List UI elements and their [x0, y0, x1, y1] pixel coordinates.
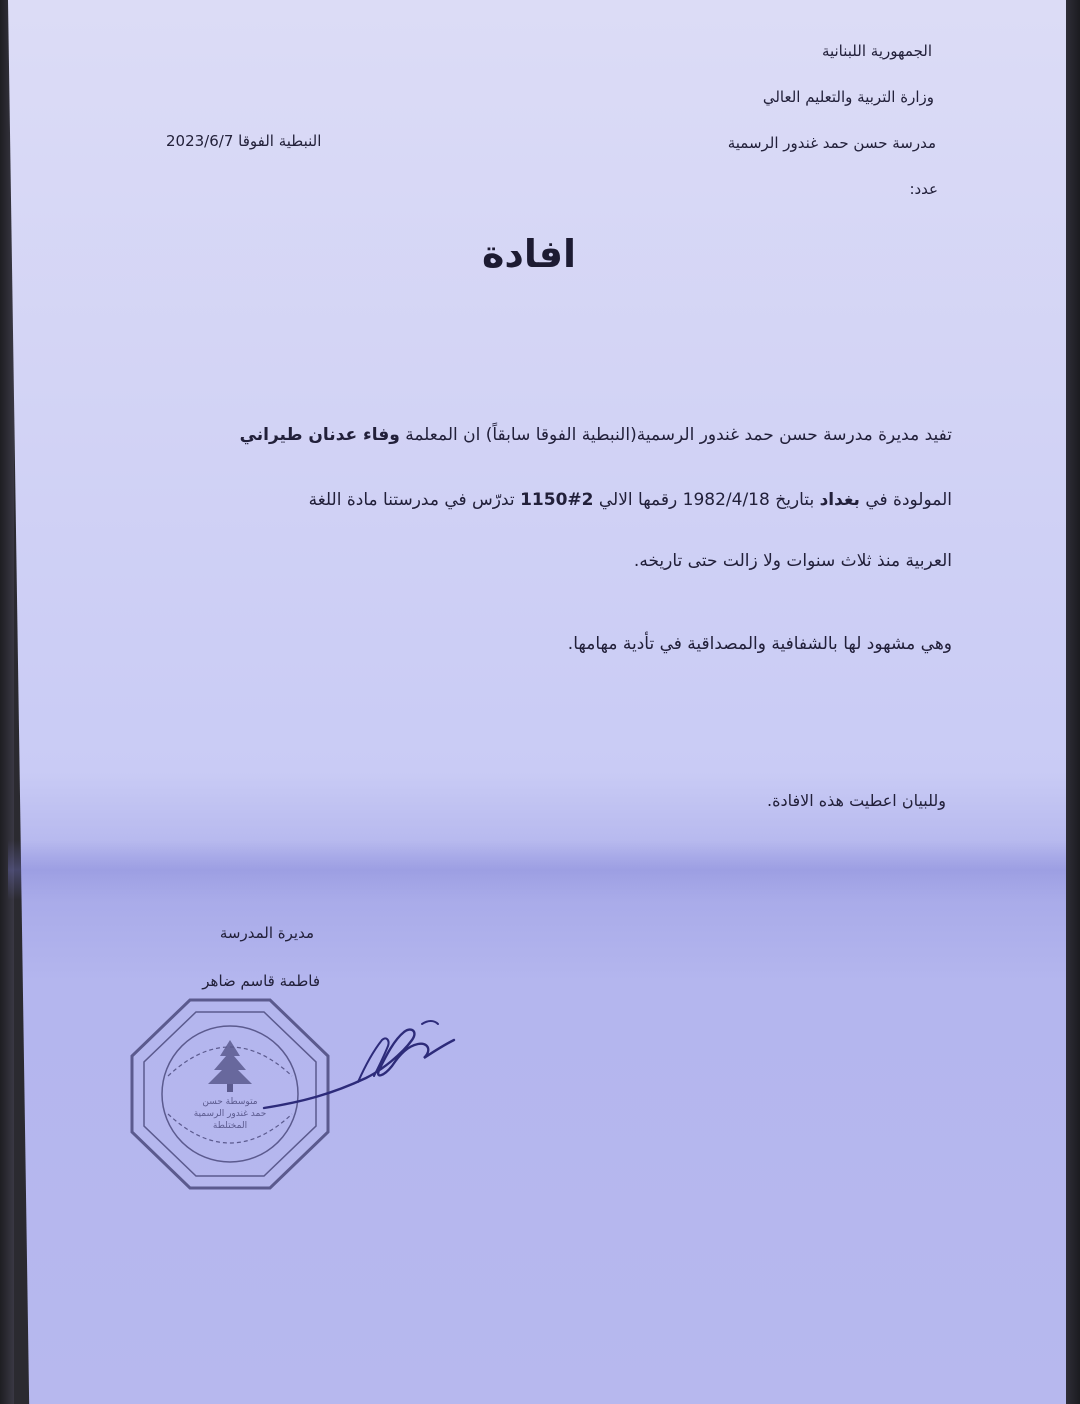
- teacher-id: 1150#2: [520, 490, 594, 510]
- body-line-2: [309, 492, 952, 509]
- closing-line: وللبيان اعطيت هذه الافادة.: [767, 791, 946, 810]
- signatory-role: مديرة المدرسة: [219, 924, 314, 942]
- signature: [262, 1010, 458, 1120]
- stamp-inner-text-3: المختلطة: [212, 1121, 248, 1131]
- body-line-3: العربية منذ ثلاث سنوات ولا زالت حتى تاريخه.: [633, 551, 952, 571]
- teacher-name: وفاء عدنان طيراني: [239, 425, 400, 445]
- header-ministry: وزارة التربية والتعليم العالي: [762, 88, 934, 106]
- document-title: افادة: [481, 232, 577, 276]
- header-school: مدرسة حسن حمد غندور الرسمية: [727, 134, 936, 152]
- header-ref-label: عدد:: [909, 180, 938, 198]
- stamp-inner-text-1: متوسطة حسن: [202, 1097, 258, 1107]
- body-line-1: [240, 427, 952, 444]
- signatory-name: فاطمة قاسم ضاهر: [202, 972, 320, 990]
- paper-sheet: [8, 0, 1066, 1404]
- header-republic: الجمهورية اللبنانية: [821, 42, 932, 60]
- body-line-4: وهي مشهود لها بالشفافية والمصداقية في تأدية مهامها.: [567, 634, 952, 654]
- body-line-2-text-b: بتاريخ 1982/4/18 رقمها الالي: [593, 490, 820, 510]
- stamp-inner-text-2: حمد غندور الرسمية: [193, 1109, 267, 1119]
- body-line-2-text-a: المولودة في: [859, 490, 952, 510]
- birth-city: بغداد: [819, 490, 860, 510]
- paper-fold: [8, 840, 1066, 900]
- body-line-2-text-c: تدرّس في مدرستنا مادة اللغة: [308, 490, 521, 510]
- place-date: النبطية الفوقا 2023/6/7: [166, 132, 322, 150]
- body-line-1-text: تفيد مديرة مدرسة حسن حمد غندور الرسمية(النبطية الفوقا سابقاً) ان المعلمة: [399, 425, 952, 445]
